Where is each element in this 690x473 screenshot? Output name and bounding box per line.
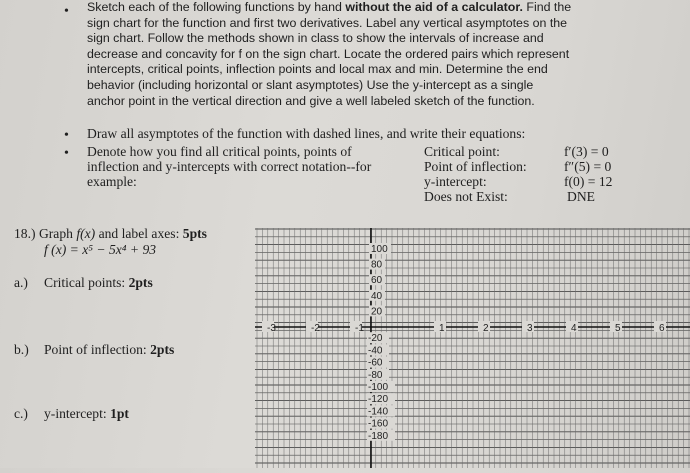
y-axis-label: -120 [368,394,389,406]
instruction-line-1: Sketch each of the following functions by hand without the aid of a calculator. Find the [87,0,572,14]
coordinate-grid[interactable] [255,228,690,468]
instruction-line-5: intercepts, critical points, inflection points and local max and min. Determine the end [87,62,548,77]
y-axis-label: 80 [371,259,383,271]
x-axis-label: 6 [659,323,665,334]
instruction-line-4: decrease and concavity for f on the sign chart. Locate the ordered pairs which represent [87,46,570,61]
example-label: Critical point: [424,144,500,159]
y-axis-label: -60 [368,357,383,369]
x-axis-label: 5 [615,323,621,334]
part-points: 2pts [128,275,153,290]
asymptote-instruction: Draw all asymptotes of the function with dashed lines, and write their equations: [87,126,526,141]
example-label: y-intercept: [424,174,487,189]
y-axis-label: 100 [371,244,388,255]
y-axis-label: -140 [368,406,389,418]
function-definition: f (x) = x⁵ − 5x⁴ + 93 [44,242,157,257]
x-axis-label: -3 [267,323,276,334]
instruction-line-2: sign chart for the function and first two derivatives. Label any vertical asymptotes on the [87,15,568,30]
y-axis-label: -180 [368,430,389,442]
x-axis-label: 2 [483,323,489,334]
part-label: Critical points: [44,275,129,290]
part-label: y-intercept: [44,406,111,421]
notation-instruction [87,144,371,189]
part-a [14,275,153,290]
part-points: 2pts [150,342,175,357]
y-axis-label: -80 [368,369,383,381]
example-value: f″(5) = 0 [564,159,612,174]
part-letter: b.) [14,342,29,357]
instruction-line-3: sign chart. Follow the methods shown in class to show the intervals of increase and [87,31,544,46]
example-value: f′(3) = 0 [564,144,609,159]
part-letter: c.) [14,406,28,421]
instruction-line-7: anchor point in the vertical direction and give a well labeled sketch of the function. [87,93,535,108]
problem-title-points: 5pts [182,226,207,241]
y-axis-label: 40 [371,290,383,302]
part-letter: a.) [14,275,28,290]
y-axis-label: -160 [368,418,389,430]
part-label: Point of inflection: [44,342,151,357]
x-axis-label: -2 [311,323,320,334]
instructions-paragraph [87,0,571,109]
notation-line-1: Denote how you find all critical points, points of [87,144,352,159]
y-axis-label: -40 [368,345,383,357]
instruction-line-6: behavior (including horizontal or slant asymptotes) Use the y-intercept as a single [87,77,534,92]
problem-title-mid: and label axes: [95,226,183,241]
bullet-3: • [64,146,69,161]
y-axis-label: -100 [368,382,389,393]
y-axis-label: -20 [368,333,383,345]
graph-area[interactable] [255,228,690,468]
y-axis-label: 60 [371,275,383,287]
example-values [564,144,612,204]
example-value: DNE [567,189,595,204]
example-label: Does not Exist: [424,189,508,204]
x-axis-label: -1 [355,323,364,334]
problem-number: 18.) [14,226,36,241]
example-label: Point of inflection: [424,159,527,174]
example-labels [424,144,527,204]
x-axis-label: 3 [527,323,533,334]
bullet-2: • [64,128,69,143]
x-axis-label: 4 [571,323,577,334]
example-value: f(0) = 12 [564,174,613,189]
part-b [14,342,174,357]
x-axis-label: 1 [439,323,445,334]
y-axis-label: 20 [371,306,383,318]
notation-line-2: inflection and y-intercepts with correct notation--for [87,159,372,174]
part-points: 1pt [110,406,129,421]
notation-line-3: example: [87,174,137,189]
problem-title-fx: f(x) [76,226,96,241]
problem-title [14,226,207,241]
part-c [14,406,129,421]
bullet-1: • [64,4,69,19]
problem-title-prefix: Graph [38,226,77,241]
